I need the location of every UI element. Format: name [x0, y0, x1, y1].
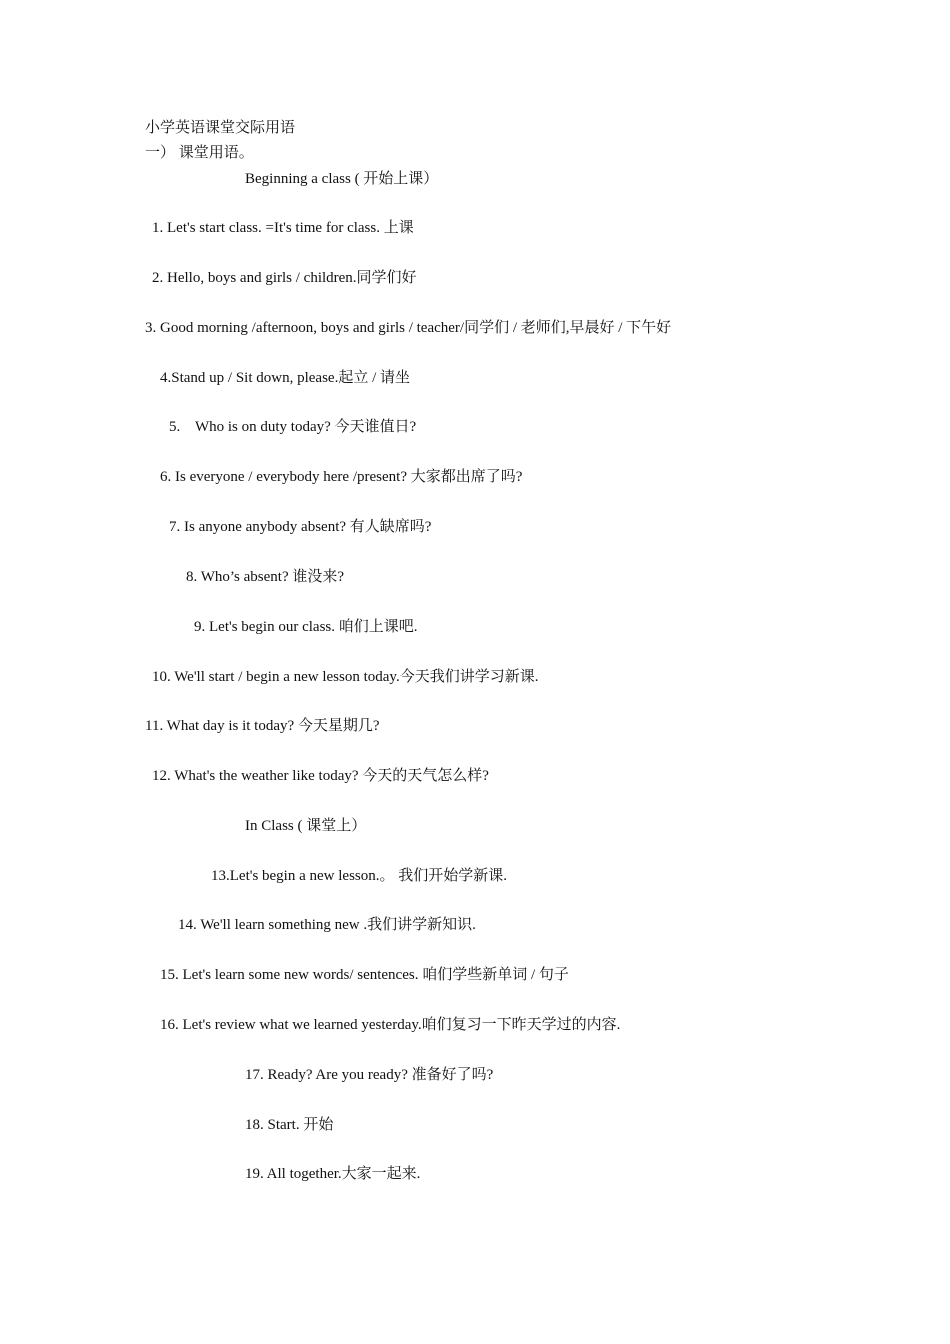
- phrase-line-2: 2. Hello, boys and girls / children.同学们好: [152, 270, 417, 286]
- subheading-in-class: In Class ( 课堂上）: [245, 818, 367, 834]
- phrase-line-1: 1. Let's start class. =It's time for class. 上课: [152, 220, 414, 236]
- phrase-line-9: 9. Let's begin our class. 咱们上课吧.: [194, 619, 418, 635]
- phrase-line-6: 6. Is everyone / everybody here /present? 大家都出席了吗?: [160, 469, 523, 485]
- section-heading: 一） 课堂用语。: [145, 145, 254, 161]
- phrase-line-14: 14. We'll learn something new .我们讲学新知识.: [178, 917, 476, 933]
- subheading-beginning-a-class: Beginning a class ( 开始上课）: [245, 171, 439, 187]
- phrase-line-3: 3. Good morning /afternoon, boys and girls / teacher/同学们 / 老师们,早晨好 / 下午好: [145, 320, 672, 336]
- phrase-line-7: 7. Is anyone anybody absent? 有人缺席吗?: [169, 519, 432, 535]
- phrase-line-16: 16. Let's review what we learned yesterday.咱们复习一下昨天学过的内容.: [160, 1017, 621, 1033]
- document-title: 小学英语课堂交际用语: [145, 120, 296, 136]
- phrase-line-10: 10. We'll start / begin a new lesson today.今天我们讲学习新课.: [152, 669, 539, 685]
- phrase-line-17: 17. Ready? Are you ready? 准备好了吗?: [245, 1067, 494, 1083]
- phrase-line-5: 5. Who is on duty today? 今天谁值日?: [169, 419, 417, 435]
- phrase-line-11: 11. What day is it today? 今天星期几?: [145, 718, 380, 734]
- phrase-line-15: 15. Let's learn some new words/ sentences. 咱们学些新单词 / 句子: [160, 967, 569, 983]
- phrase-line-18: 18. Start. 开始: [245, 1117, 334, 1133]
- phrase-line-13: 13.Let's begin a new lesson.。 我们开始学新课.: [211, 868, 508, 884]
- phrase-line-8: 8. Who’s absent? 谁没来?: [186, 569, 345, 585]
- phrase-line-19: 19. All together.大家一起来.: [245, 1166, 421, 1182]
- phrase-line-12: 12. What's the weather like today? 今天的天气怎么样?: [152, 768, 489, 784]
- phrase-line-4: 4.Stand up / Sit down, please.起立 / 请坐: [160, 370, 410, 386]
